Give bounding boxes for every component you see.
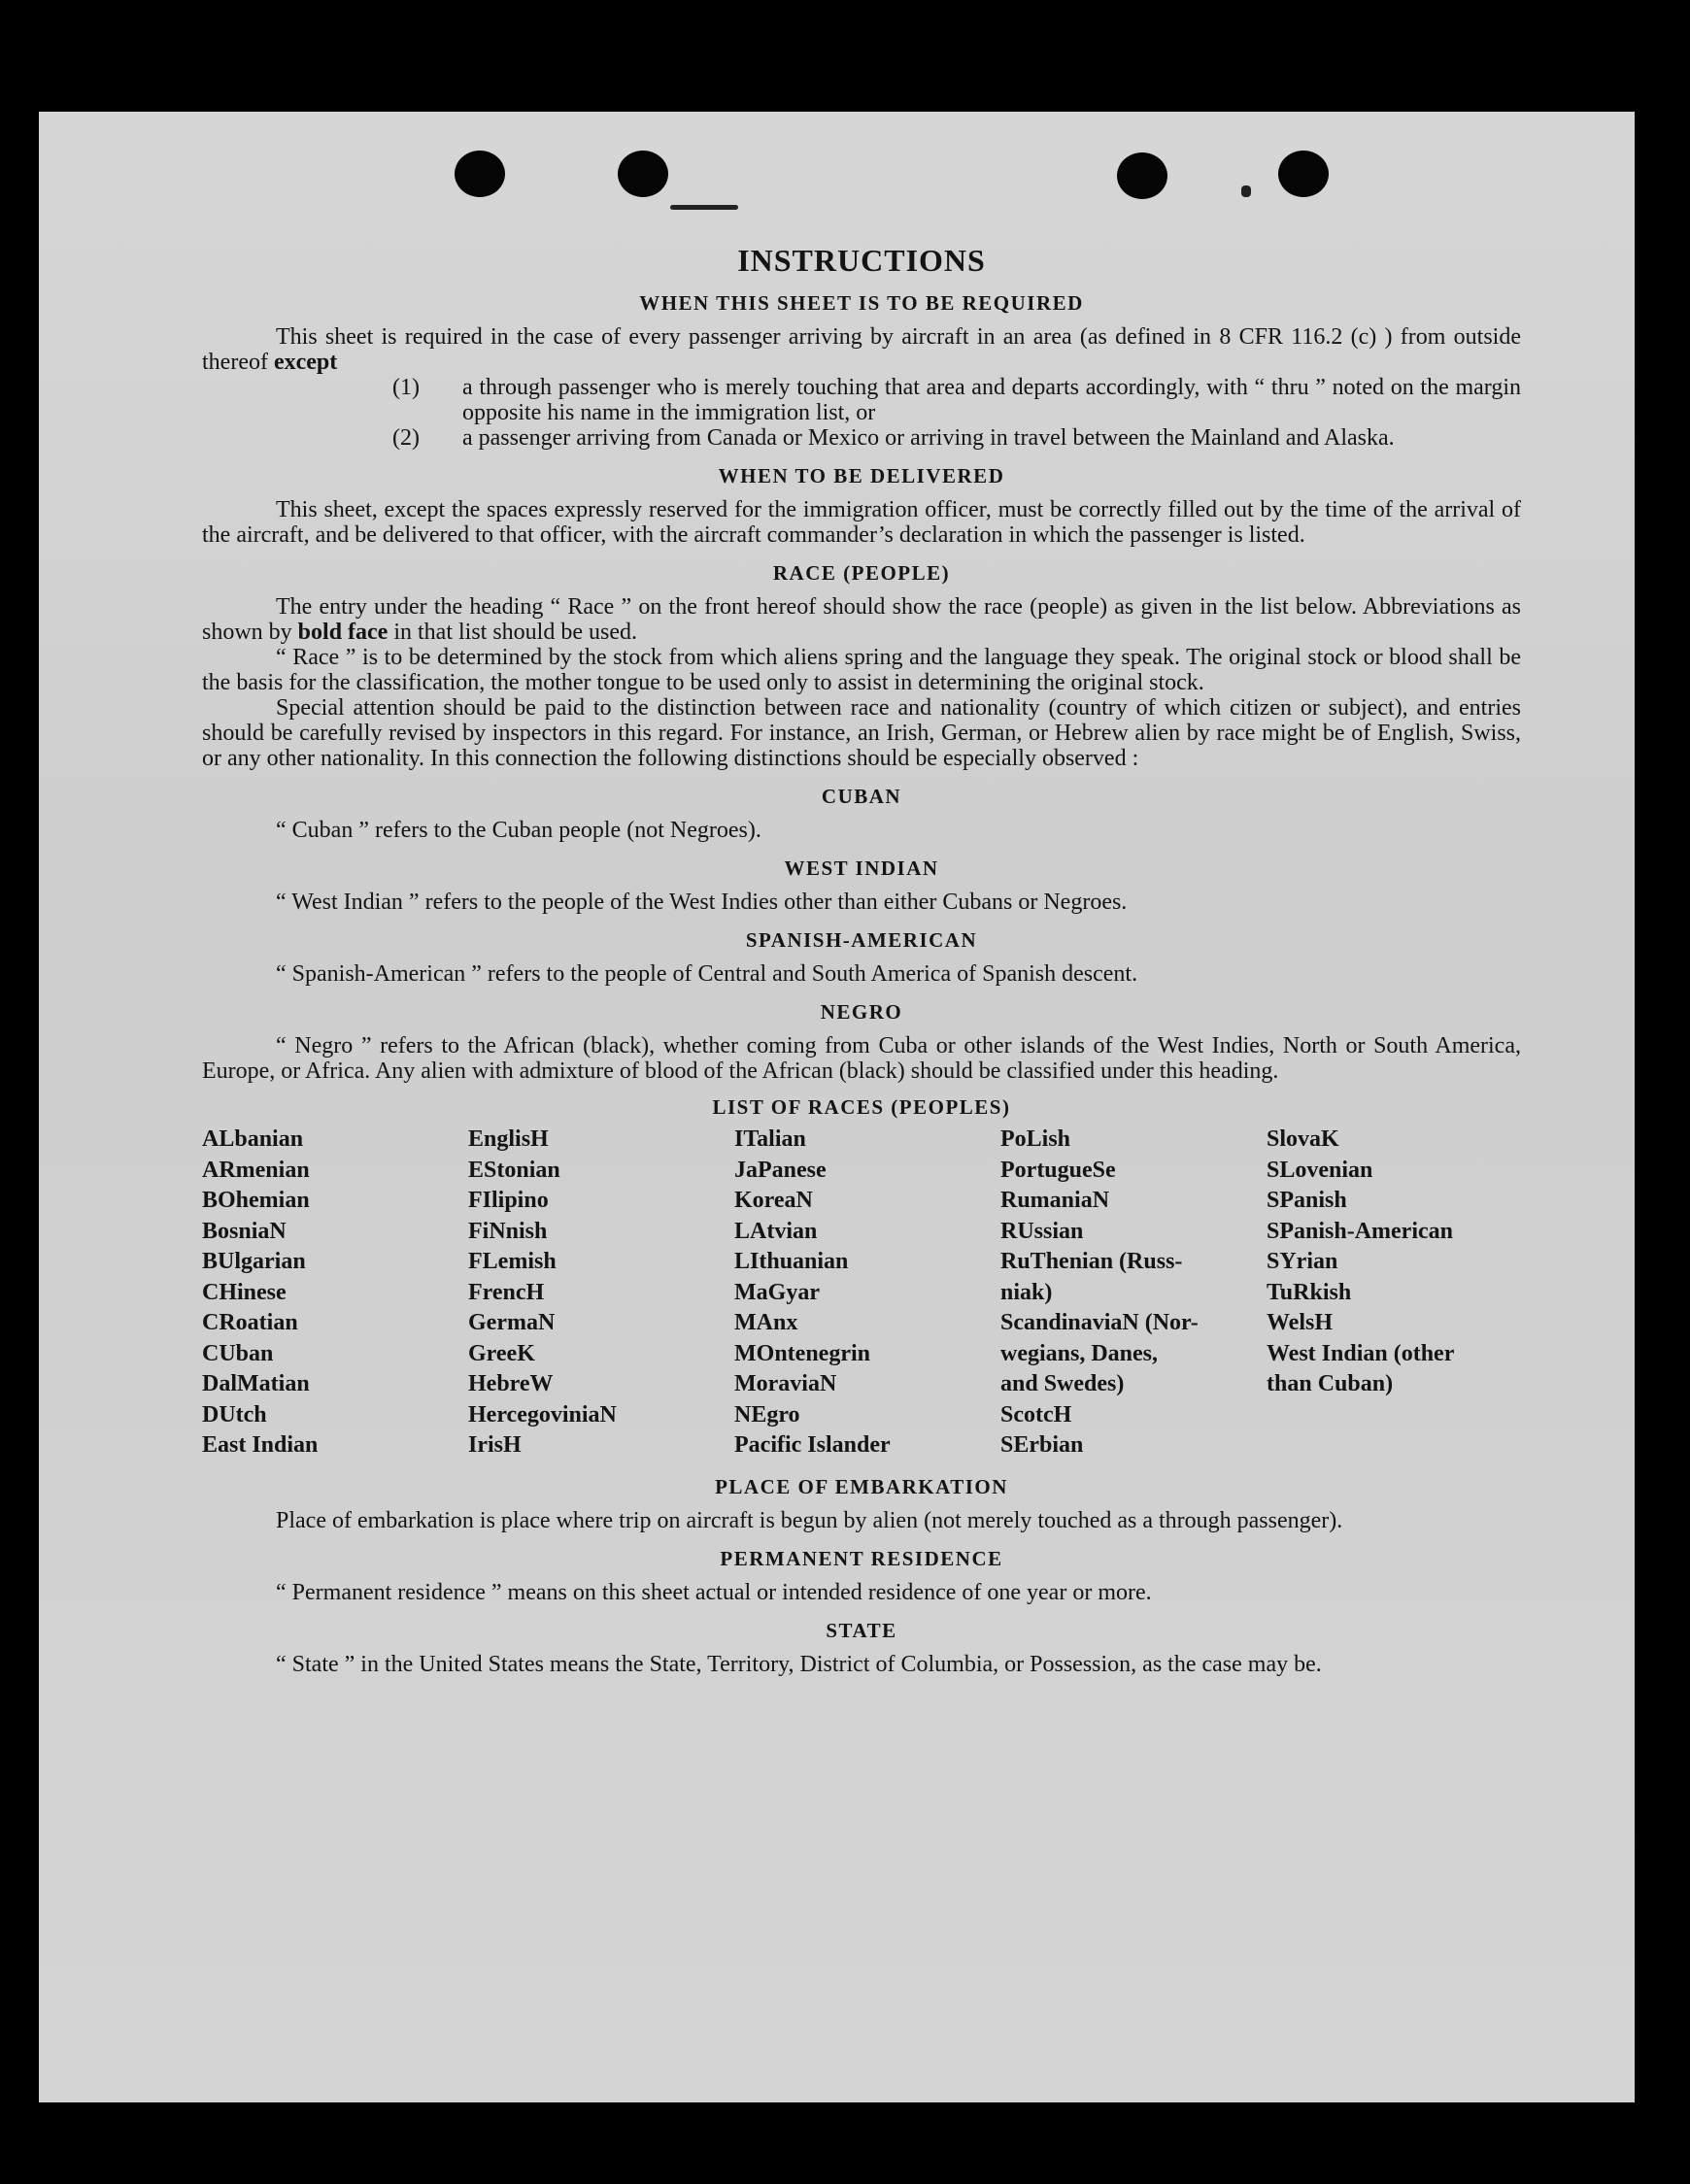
race-entry: MOntenegrin — [734, 1340, 870, 1366]
race-entry: SPanish — [1267, 1188, 1347, 1213]
race-entry: DalMatian — [202, 1371, 310, 1396]
race-entry: ALbanian — [202, 1126, 304, 1152]
section-heading: STATE — [826, 1618, 897, 1642]
embarkation-text: Place of embarkation is place where trip on aircraft is begun by alien (not merely touched as a through passenger). — [276, 1507, 1343, 1533]
race-entry: EStonian — [468, 1157, 560, 1183]
page-title: INSTRUCTIONS — [737, 243, 986, 278]
race-entry: SPanish-American — [1267, 1218, 1453, 1244]
race-entry: Pacific Islander — [734, 1432, 891, 1458]
race-entry: LAtvian — [734, 1218, 818, 1244]
race-entry: East Indian — [202, 1432, 319, 1458]
race-entry: GreeK — [468, 1340, 535, 1366]
race-paragraph: “ Race ” is to be determined by the stock from which aliens spring and the language they speak. The original stock or blood shall be the basis for the classification, the mother tongue to be used only to assist in determining the original stock. — [202, 645, 1521, 695]
residence-text: “ Permanent residence ” means on this sheet actual or intended residence of one year or more. — [276, 1579, 1152, 1605]
race-entry: RumaniaN — [1000, 1188, 1110, 1213]
list-item: (2) a passenger arriving from Canada or Mexico or arriving in travel between the Mainland and Alaska. — [392, 425, 1395, 451]
race-entry: RUssian — [1000, 1218, 1084, 1244]
race-entry: EnglisH — [468, 1126, 549, 1152]
races-column — [734, 1125, 1000, 1462]
section-heading: CUBAN — [821, 785, 902, 808]
race-entry: FrencH — [468, 1279, 545, 1305]
race-entry: MaGyar — [734, 1279, 820, 1305]
races-column — [1000, 1125, 1267, 1462]
negro-text: “ Negro ” refers to the African (black), whether coming from Cuba or other islands of the West Indies, North or South America, Europe, or Africa. Any alien with admixture of blood of the African (black) should be classified under this heading. — [202, 1033, 1521, 1084]
race-entry: CHinese — [202, 1279, 287, 1305]
race-entry: WelsH — [1267, 1310, 1334, 1335]
race-entry: CUban — [202, 1340, 274, 1366]
race-entry: FLemish — [468, 1249, 557, 1274]
section-heading: LIST OF RACES (PEOPLES) — [712, 1095, 1011, 1119]
races-table — [202, 1125, 1521, 1462]
required-intro: This sheet is required in the case of every passenger arriving by aircraft in an area (as defined in 8 CFR 116.2 (c) ) from outside thereof except — [202, 324, 1521, 375]
section-heading: SPANISH-AMERICAN — [745, 928, 978, 952]
section-heading: NEGRO — [820, 1000, 903, 1024]
race-entry: FIlipino — [468, 1188, 549, 1213]
races-column — [468, 1125, 734, 1462]
race-entry: LIthuanian — [734, 1249, 849, 1274]
race-entry: SlovaK — [1267, 1126, 1339, 1152]
race-entry: NEgro — [734, 1401, 800, 1428]
delivered-text: This sheet, except the spaces expressly reserved for the immigration officer, must be correctly filled out by the time of the arrival of the aircraft, and be delivered to that officer, with the aircraft commander’s declaration in which the passenger is listed. — [202, 497, 1521, 548]
race-entry: West Indian (other than Cuban) — [1267, 1340, 1455, 1396]
race-entry: TuRkish — [1267, 1279, 1352, 1305]
instructions-body — [202, 243, 1521, 1677]
race-entry: ScandinaviaN (Nor- wegians, Danes, and Swedes) — [1000, 1310, 1199, 1396]
race-entry: MoraviaN — [734, 1371, 837, 1396]
ink-mark — [1241, 185, 1251, 197]
race-entry: BUlgarian — [202, 1249, 306, 1274]
state-text: “ State ” in the United States means the State, Territory, District of Columbia, or Possession, as the case may be. — [276, 1651, 1322, 1677]
section-heading: RACE (PEOPLE) — [772, 561, 951, 585]
race-entry: SLovenian — [1267, 1157, 1373, 1183]
race-entry: JaPanese — [734, 1157, 827, 1183]
race-entry: SYrian — [1267, 1249, 1338, 1274]
race-entry: BosniaN — [202, 1218, 287, 1244]
section-heading: PERMANENT RESIDENCE — [720, 1546, 1003, 1570]
race-entry: KoreaN — [734, 1188, 813, 1213]
race-entry: IrisH — [468, 1432, 522, 1458]
race-entry: MAnx — [734, 1310, 798, 1335]
race-entry: ARmenian — [202, 1157, 310, 1183]
race-entry: PortugueSe — [1000, 1157, 1116, 1183]
section-heading: WHEN THIS SHEET IS TO BE REQUIRED — [639, 291, 1084, 315]
ink-mark — [670, 205, 738, 210]
race-entry: PoLish — [1000, 1126, 1071, 1152]
race-entry: ITalian — [734, 1126, 806, 1152]
punch-hole — [618, 151, 668, 197]
punch-hole — [1117, 152, 1167, 199]
cuban-text: “ Cuban ” refers to the Cuban people (not Negroes). — [276, 818, 761, 843]
race-entry: SErbian — [1000, 1432, 1084, 1458]
race-entry: ScotcH — [1000, 1401, 1072, 1428]
race-paragraph: Special attention should be paid to the distinction between race and nationality (country of which citizen or subject), and entries should be carefully revised by inspectors in this regard. For instance, an Irish, German, or Hebrew alien by race might be of English, Swiss, or any other nationality. In this connection the following distinctions should be especially observed : — [202, 695, 1521, 771]
race-entry: CRoatian — [202, 1310, 298, 1335]
punch-hole — [1278, 151, 1329, 197]
punch-hole — [455, 151, 505, 197]
race-paragraph: The entry under the heading “ Race ” on the front hereof should show the race (people) as given in the list below. Abbreviations as shown by bold face in that list should be used. — [202, 594, 1521, 645]
races-column — [202, 1125, 468, 1462]
race-entry: DUtch — [202, 1401, 267, 1428]
race-entry: HebreW — [468, 1371, 554, 1396]
section-heading: PLACE OF EMBARKATION — [715, 1474, 1008, 1498]
race-entry: GermaN — [468, 1310, 556, 1335]
document-sheet — [39, 112, 1635, 2102]
spanish-american-text: “ Spanish-American ” refers to the people of Central and South America of Spanish descent. — [276, 961, 1138, 987]
races-column — [1267, 1125, 1521, 1462]
section-heading: WHEN TO BE DELIVERED — [718, 464, 1005, 487]
race-entry: HercegoviniaN — [468, 1401, 617, 1428]
list-item: (1) a through passenger who is merely touching that area and departs accordingly, with “ thru ” noted on the margin opposite his name in the immigration list, or — [392, 375, 1521, 425]
race-entry: BOhemian — [202, 1188, 310, 1213]
west-indian-text: “ West Indian ” refers to the people of the West Indies other than either Cubans or Negroes. — [276, 890, 1128, 915]
section-heading: WEST INDIAN — [784, 857, 939, 880]
race-entry: FiNnish — [468, 1218, 548, 1244]
race-entry: RuThenian (Russ- niak) — [1000, 1249, 1183, 1305]
